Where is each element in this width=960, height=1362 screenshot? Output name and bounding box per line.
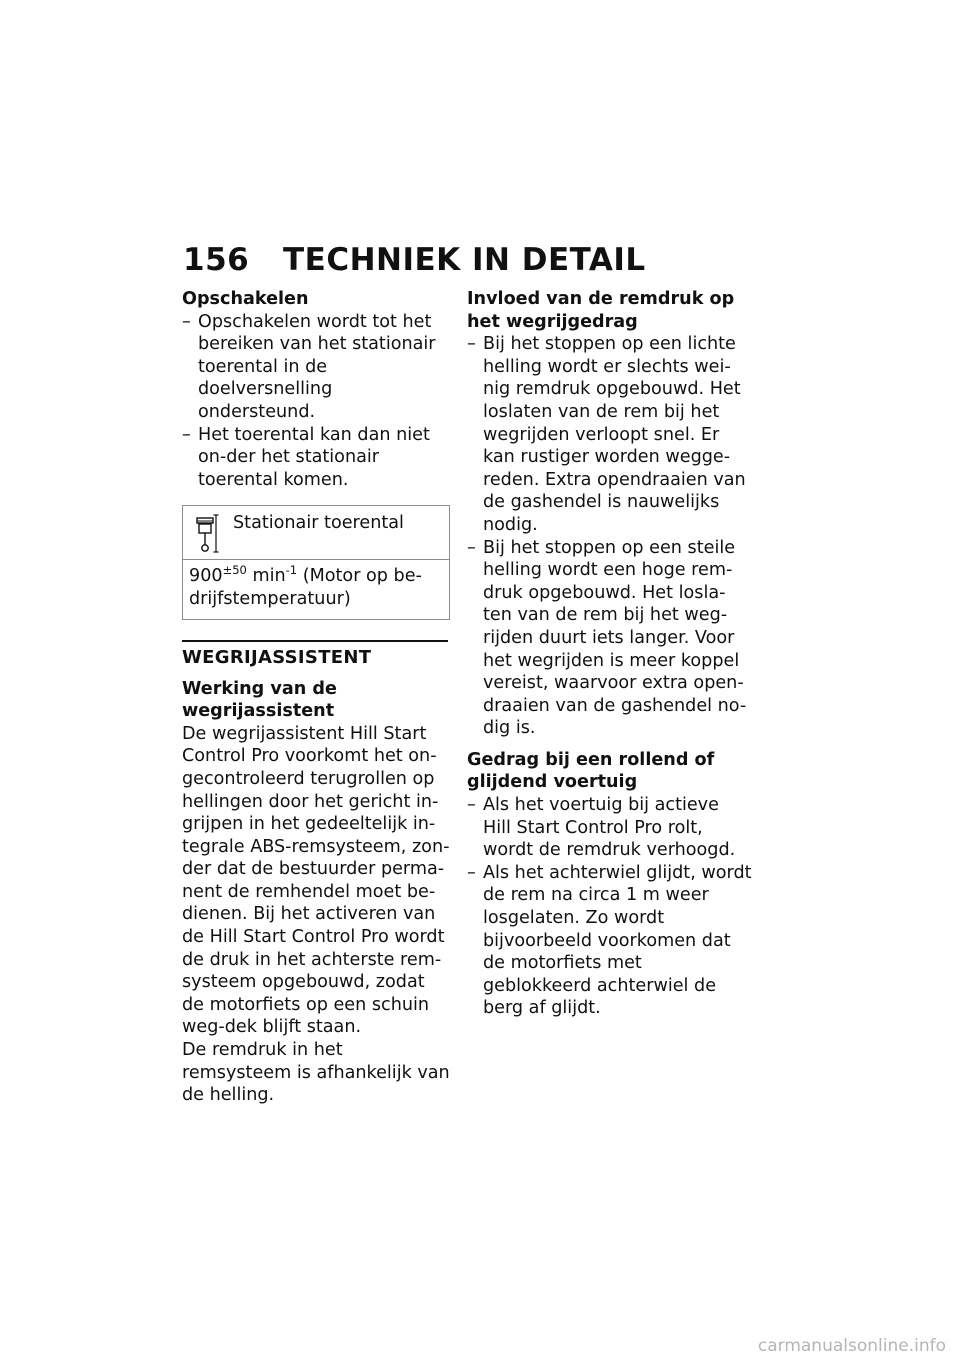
list-item: – Als het voertuig bij actieve Hill Start Control Pro rolt, wordt de remdruk verhoogd. xyxy=(467,794,752,862)
spec-value: 900 xyxy=(189,566,223,587)
spec-label: Stationair toerental xyxy=(233,513,404,534)
spec-unit-exponent: -1 xyxy=(285,563,298,578)
section-divider xyxy=(182,640,448,642)
page-number: 156 xyxy=(183,242,250,278)
spec-note: (Motor op be-drijfstemperatuur) xyxy=(189,566,422,609)
list-item: – Het toerental kan dan niet on-der het stationair toerental komen. xyxy=(182,424,450,492)
page-header xyxy=(183,240,646,280)
list-item: – Opschakelen wordt tot het bereiken van het stationair toerental in de doelversnelling ondersteund. xyxy=(182,311,450,424)
section-title: WEGRIJASSISTENT xyxy=(182,646,372,668)
opschakelen-list xyxy=(182,311,450,492)
opschakelen-heading: Opschakelen xyxy=(182,289,309,309)
engine-idle-icon xyxy=(195,512,219,554)
watermark: carmanualsonline.info xyxy=(757,1336,946,1356)
list-item: – Bij het stoppen op een steile helling wordt een hoge rem-druk opgebouwd. Het losla-ten van de rem bij het weg-rijden duurt iets langer. Voor het wegrijden is meer koppel vereist, waarvoor extra open-draaien van de gashendel no-dig is. xyxy=(467,537,752,740)
gedrag-heading: Gedrag bij een rollend of glijdend voertuig xyxy=(467,749,715,793)
werking-paragraph-1: De wegrijassistent Hill Start Control Pro voorkomt het on-gecontroleerd terugrollen op hellingen door het gericht in-grijpen in het gedeeltelijk in-tegrale ABS-remsysteem, zon-der dat de bestuurder perma-nent de remhendel moet be-dienen. Bij het activeren van de Hill Start Control Pro wordt de druk in het achterste rem-systeem opgebouwd, zodat de motorfiets op een schuin weg-dek blijft staan. xyxy=(182,723,450,1038)
invloed-list xyxy=(467,333,752,740)
right-column xyxy=(467,288,752,1020)
spec-box-header xyxy=(183,506,449,560)
spec-unit: min xyxy=(252,566,286,587)
chapter-title: TECHNIEK IN DETAIL xyxy=(283,242,646,278)
invloed-heading: Invloed van de remdruk op het wegrijgedrag xyxy=(467,289,735,332)
list-item: – Bij het stoppen op een lichte helling wordt er slechts wei-nig remdruk opgebouwd. Het loslaten van de rem bij het wegrijden verloopt snel. Er kan rustiger worden wegge-reden. Extra opendraaien van de gashendel is nauwelijks nodig. xyxy=(467,333,752,536)
spec-tolerance: ±50 xyxy=(222,563,247,578)
gedrag-list xyxy=(467,794,752,1020)
werking-paragraph-2: De remdruk in het remsysteem is afhankelijk van de helling. xyxy=(182,1040,450,1106)
list-item: – Als het achterwiel glijdt, wordt de rem na circa 1 m weer losgelaten. Zo wordt bijvoorbeeld voorkomen dat de motorfiets met geblokkeerd achterwiel de berg af glijdt. xyxy=(467,862,752,1020)
werking-heading: Werking van de wegrijassistent xyxy=(182,678,337,722)
spec-box-body xyxy=(183,560,449,618)
spec-box xyxy=(182,505,450,619)
left-column xyxy=(182,288,450,1107)
